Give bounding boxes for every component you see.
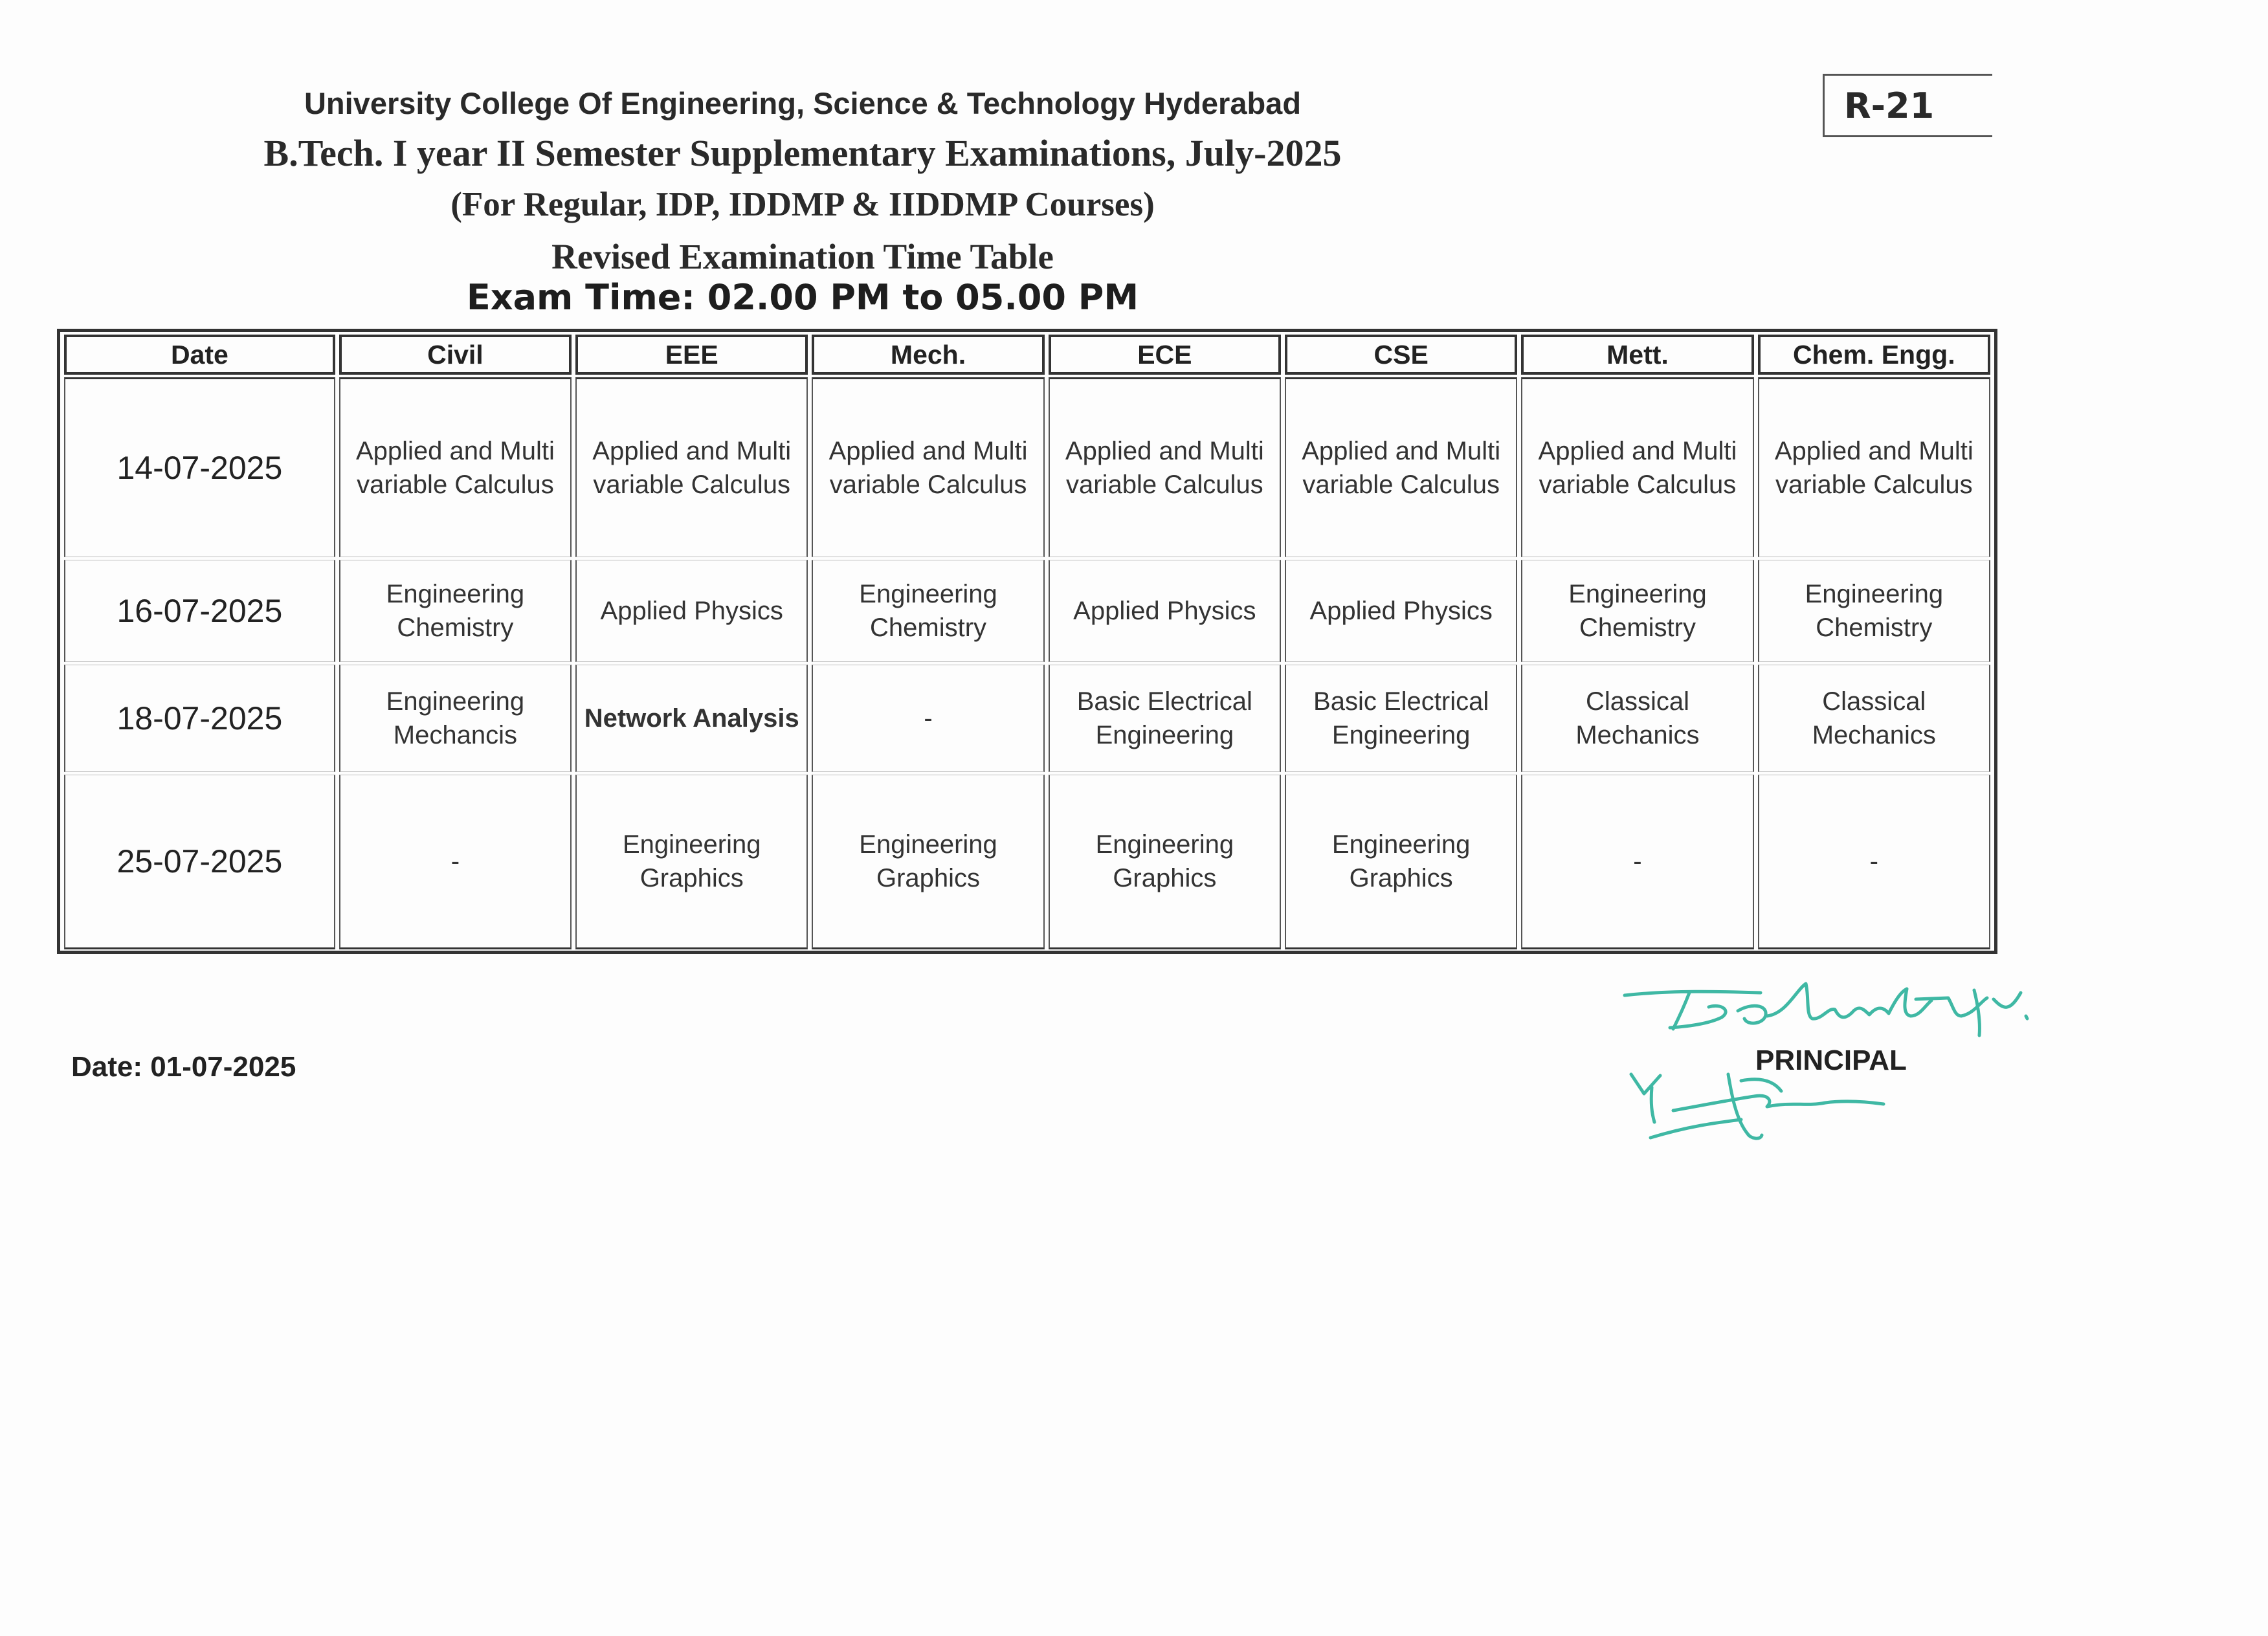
- exam-date: 25-07-2025: [64, 775, 335, 949]
- subject-cell: Applied and Multi variable Calculus: [1521, 377, 1753, 557]
- institution-name: University College Of Engineering, Science & Technology Hyderabad: [304, 86, 1302, 120]
- col-header-mech: Mech.: [812, 335, 1044, 375]
- subject-cell: Applied Physics: [1285, 560, 1517, 662]
- table-row: [64, 665, 1990, 772]
- timetable: [57, 329, 1997, 954]
- signatory-title: PRINCIPAL: [1755, 1045, 1907, 1076]
- subject-cell: Basic Electrical Engineering: [1285, 665, 1517, 772]
- subject-cell: Engineering Graphics: [1049, 775, 1281, 949]
- subject-cell: Applied Physics: [575, 560, 808, 662]
- col-header-civil: Civil: [339, 335, 572, 375]
- col-header-ece: ECE: [1049, 335, 1281, 375]
- subject-cell: Applied and Multi variable Calculus: [575, 377, 808, 557]
- subject-cell: Applied and Multi variable Calculus: [1049, 377, 1281, 557]
- subject-cell: Engineering Graphics: [575, 775, 808, 949]
- timetable-grid: [60, 332, 1994, 952]
- regulation-badge: [1823, 74, 1992, 137]
- subject-cell: Basic Electrical Engineering: [1049, 665, 1281, 772]
- table-row: [64, 377, 1990, 557]
- subject-cell: Applied and Multi variable Calculus: [812, 377, 1044, 557]
- subject-cell: -: [812, 665, 1044, 772]
- header-row: [64, 335, 1990, 375]
- subject-cell: Applied and Multi variable Calculus: [1285, 377, 1517, 557]
- subject-cell: Network Analysis: [575, 665, 808, 772]
- table-row: [64, 560, 1990, 662]
- courses-line: (For Regular, IDP, IDDMP & IIDDMP Courses): [450, 186, 1155, 223]
- exam-date: 16-07-2025: [64, 560, 335, 662]
- subject-cell: Engineering Graphics: [1285, 775, 1517, 949]
- subject-cell: Applied Physics: [1049, 560, 1281, 662]
- subject-cell: Engineering Mechancis: [339, 665, 572, 772]
- exam-date: 14-07-2025: [64, 377, 335, 557]
- col-header-eee: EEE: [575, 335, 808, 375]
- col-header-date: Date: [64, 335, 335, 375]
- regulation-code: R-21: [1844, 85, 1935, 126]
- subject-cell: -: [339, 775, 572, 949]
- issue-date: Date: 01-07-2025: [71, 1051, 296, 1083]
- subject-cell: Applied and Multi variable Calculus: [1758, 377, 1990, 557]
- exam-time: Exam Time: 02.00 PM to 05.00 PM: [466, 277, 1139, 318]
- subject-cell: -: [1758, 775, 1990, 949]
- subject-cell: Engineering Chemistry: [1758, 560, 1990, 662]
- subject-cell: Engineering Chemistry: [812, 560, 1044, 662]
- timetable-subtitle: Revised Examination Time Table: [551, 237, 1054, 276]
- exam-date: 18-07-2025: [64, 665, 335, 772]
- subject-cell: Engineering Chemistry: [339, 560, 572, 662]
- col-header-chem: Chem. Engg.: [1758, 335, 1990, 375]
- subject-cell: -: [1521, 775, 1753, 949]
- col-header-mett: Mett.: [1521, 335, 1753, 375]
- subject-cell: Engineering Chemistry: [1521, 560, 1753, 662]
- subject-cell: Classical Mechanics: [1521, 665, 1753, 772]
- table-row: [64, 775, 1990, 949]
- exam-title: B.Tech. I year II Semester Supplementary Examinations, July-2025: [263, 132, 1342, 174]
- subject-cell: Classical Mechanics: [1758, 665, 1990, 772]
- subject-cell: Engineering Graphics: [812, 775, 1044, 949]
- col-header-cse: CSE: [1285, 335, 1517, 375]
- subject-cell: Applied and Multi variable Calculus: [339, 377, 572, 557]
